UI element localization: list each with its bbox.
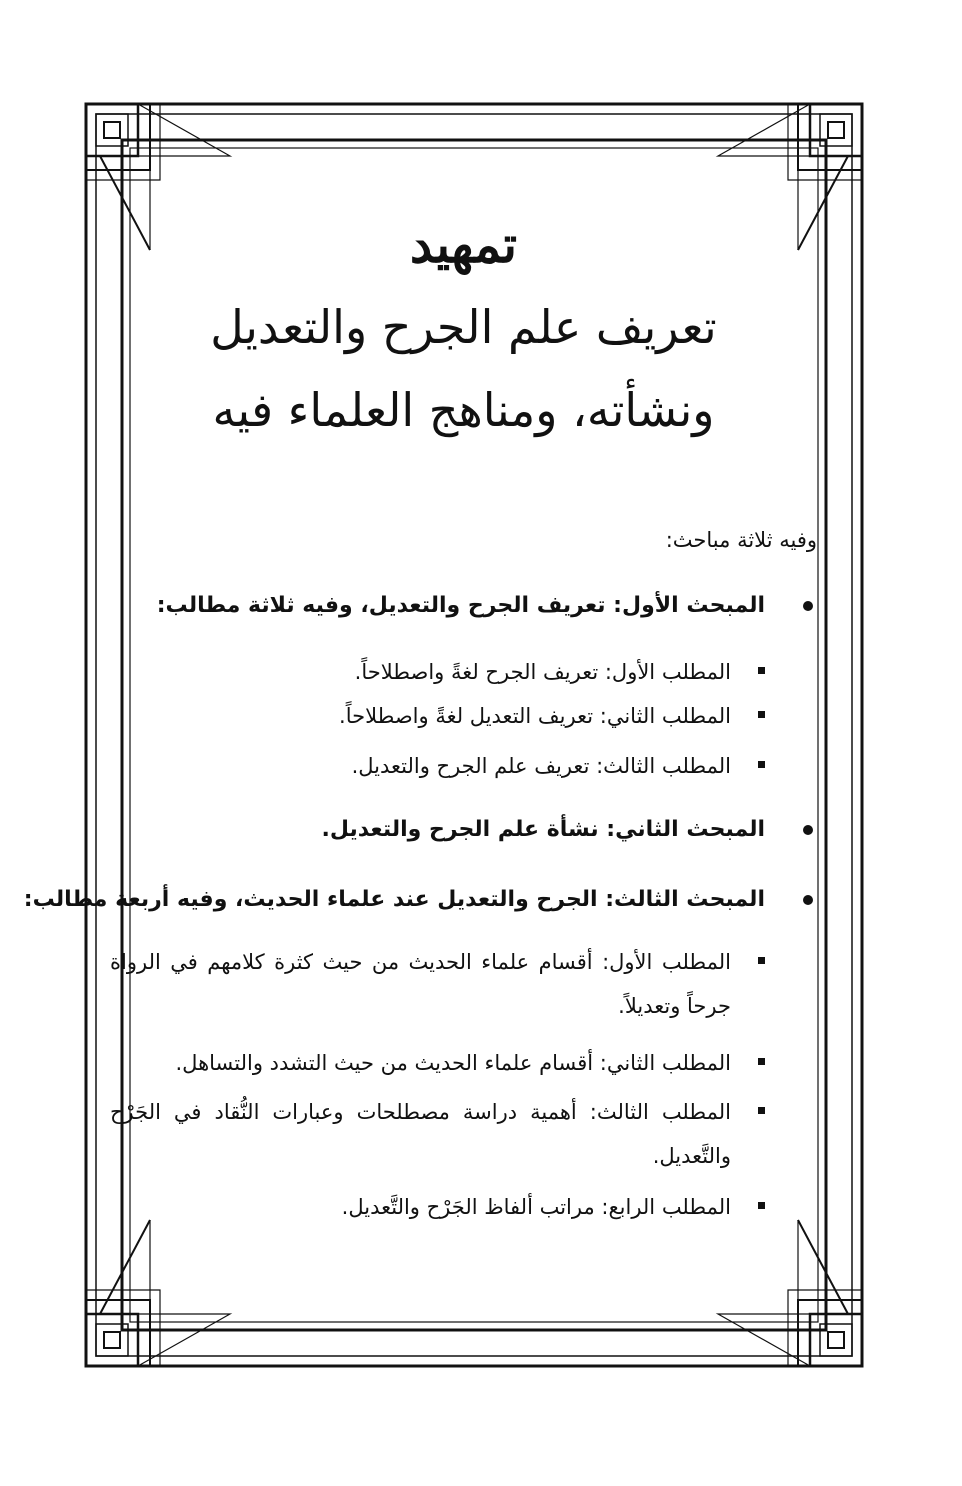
chapter-3-section-2	[110, 1041, 765, 1085]
section-label: المطلب الثاني: تعريف التعديل لغةً واصطلاحاً.	[339, 704, 731, 728]
chapter-3-label: المبحث الثالث: الجرح والتعديل عند علماء الحديث، وفيه أربعة مطالب:	[23, 887, 765, 912]
intro-text: وفيه ثلاثة مباحث:	[665, 528, 817, 552]
bullet-square-icon	[758, 1058, 765, 1065]
bullet-square-icon	[758, 1107, 765, 1114]
page-subtitle-line-2: ونشأته، ومناهج العلماء فيه	[212, 383, 715, 437]
bullet-square-icon	[758, 761, 765, 768]
chapter-2-label: المبحث الثاني: نشأة علم الجرح والتعديل.	[321, 817, 765, 842]
chapter-3-section-4	[110, 1185, 765, 1229]
page-title: تمهيد	[409, 215, 518, 274]
bullet-square-icon	[758, 1202, 765, 1209]
chapter-1-section-2	[110, 694, 765, 738]
bullet-square-icon	[758, 711, 765, 718]
section-label: المطلب الأول: تعريف الجرح لغةً واصطلاحاً.	[354, 660, 731, 684]
bullet-dot-icon	[803, 601, 813, 611]
bullet-dot-icon	[803, 895, 813, 905]
chapter-1-section-3	[110, 744, 765, 788]
section-label: المطلب الأول: أقسام علماء الحديث من حيث كثرة كلامهم في الرواة جرحاً وتعديلاً.	[110, 950, 731, 1018]
bullet-dot-icon	[803, 825, 813, 835]
chapter-3-section-3	[110, 1090, 765, 1178]
section-label: المطلب الثالث: أهمية دراسة مصطلحات وعبارات النُّقاد في الجَرْح والتَّعديل.	[110, 1100, 731, 1168]
section-label: المطلب الثاني: أقسام علماء الحديث من حيث التشدد والتساهل.	[175, 1051, 731, 1075]
section-label: المطلب الثالث: تعريف علم الجرح والتعديل.	[351, 754, 731, 778]
chapter-3-section-1	[110, 940, 765, 1028]
page-content	[23, 0, 817, 1486]
bullet-square-icon	[758, 957, 765, 964]
chapter-1-label: المبحث الأول: تعريف الجرح والتعديل، وفيه ثلاثة مطالب:	[156, 593, 765, 618]
page-subtitle-line-1: تعريف علم الجرح والتعديل	[210, 300, 717, 354]
section-label: المطلب الرابع: مراتب ألفاظ الجَرْح والتَّعديل.	[341, 1195, 731, 1219]
chapter-1-section-1	[110, 650, 765, 694]
bullet-square-icon	[758, 667, 765, 674]
